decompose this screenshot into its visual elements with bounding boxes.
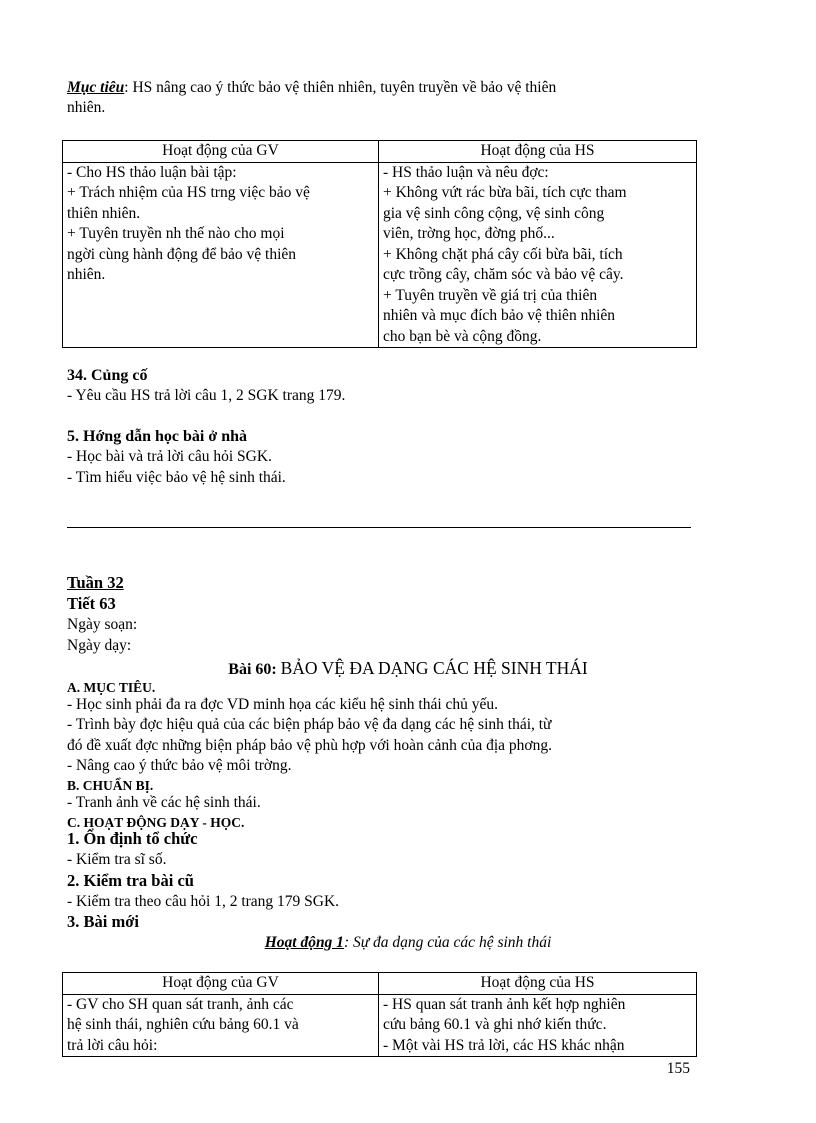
- activity-table-2: [62, 972, 697, 1057]
- cell-line: - Cho HS thảo luận bài tập:: [67, 163, 237, 181]
- section-b-heading: B. CHUẨN BỊ.: [67, 778, 154, 793]
- homework-line: - Học bài và trả lời câu hỏi SGK.: [67, 448, 272, 465]
- cell-line: cứu bảng 60.1 và ghi nhớ kiến thức.: [383, 1016, 607, 1033]
- cell-line: ngời cùng hành động để bảo vệ thiên: [67, 245, 297, 263]
- cell-line: trả lời câu hỏi:: [67, 1036, 158, 1054]
- activity-table-1: [62, 140, 697, 348]
- hs-activity-cell: [379, 994, 697, 1057]
- activity1-title-text: : Sự đa dạng của các hệ sinh thái: [343, 934, 552, 951]
- cell-line: viên, trờng học, đờng phố...: [383, 225, 555, 242]
- gv-activity-cell: [63, 162, 379, 348]
- cell-line: nhiên.: [67, 266, 106, 283]
- table-header-hs: Hoạt động của HS: [379, 973, 697, 995]
- objective-label: Mục tiêu: [67, 79, 125, 96]
- table-row: [63, 994, 697, 1057]
- cell-line: - HS quan sát tranh ảnh kết hợp nghiên: [383, 995, 626, 1013]
- activity1-title: [0, 933, 816, 953]
- step2-heading: 2. Kiểm tra bài cũ: [67, 871, 194, 890]
- cell-line: + Tuyên truyền về giá trị của thiên: [383, 286, 598, 304]
- section-b-line: - Tranh ảnh về các hệ sinh thái.: [67, 794, 261, 811]
- cell-line: thiên nhiên.: [67, 204, 141, 222]
- step1-heading: 1. Ổn định tổ chức: [67, 829, 198, 848]
- objective-text: : HS nâng cao ý thức bảo vệ thiên nhiên, tuyên truyền về bảo vệ thiên: [124, 79, 557, 96]
- cell-line: gia vệ sinh công cộng, vệ sinh công: [383, 204, 605, 222]
- section-divider: [67, 527, 691, 528]
- cell-line: + Không chặt phá cây cối bừa bãi, tích: [383, 245, 623, 263]
- step1-line: - Kiểm tra sĩ số.: [67, 851, 167, 868]
- step2-line: - Kiểm tra theo câu hỏi 1, 2 trang 179 SGK.: [67, 893, 340, 910]
- week-label: Tuần 32: [67, 573, 124, 592]
- cell-line: + Trách nhiệm của HS trng việc bảo vệ: [67, 184, 310, 201]
- section-a-line: - Nâng cao ý thức bảo vệ môi trờng.: [67, 757, 292, 774]
- activity1-label: Hoạt động 1: [264, 934, 344, 951]
- step3-heading: 3. Bài mới: [67, 912, 139, 931]
- table-header-gv: Hoạt động của GV: [63, 141, 379, 163]
- gv-activity-cell: [63, 994, 379, 1057]
- consolidation-heading: 34. Củng cố: [67, 367, 148, 384]
- cell-line: cực trồng cây, chăm sóc và bảo vệ cây.: [383, 266, 624, 283]
- homework-heading: 5. Hớng dẫn học bài ở nhà: [67, 428, 247, 445]
- lesson-title: [0, 657, 816, 681]
- cell-line: hệ sinh thái, nghiên cứu bảng 60.1 và: [67, 1016, 299, 1033]
- cell-line: + Không vứt rác bừa bãi, tích cực tham: [383, 184, 627, 201]
- lesson-title-prefix: Bài 60:: [228, 661, 277, 678]
- table-header-row: [63, 973, 697, 995]
- lesson-title-text: BẢO VỆ ĐA DẠNG CÁC HỆ SINH THÁI: [280, 658, 588, 678]
- objective-continuation: nhiên.: [67, 99, 106, 116]
- page-number: 155: [666, 1060, 690, 1077]
- objective-line: [67, 78, 556, 98]
- consolidation-line: - Yêu cầu HS trả lời câu 1, 2 SGK trang 179.: [67, 387, 346, 404]
- period-label: Tiết 63: [67, 594, 116, 613]
- table-header-gv: Hoạt động của GV: [63, 973, 379, 995]
- table-header-hs: Hoạt động của HS: [379, 141, 697, 163]
- homework-line: - Tìm hiểu việc bảo vệ hệ sinh thái.: [67, 469, 286, 486]
- cell-line: + Tuyên truyền nh thế nào cho mọi: [67, 225, 285, 242]
- table-row: [63, 162, 697, 348]
- cell-line: - GV cho SH quan sát tranh, ảnh các: [67, 995, 294, 1013]
- section-c-heading: C. HOẠT ĐỘNG DẠY - HỌC.: [67, 815, 245, 830]
- date-prepared: Ngày soạn:: [67, 616, 138, 633]
- cell-line: nhiên và mục đích bảo vệ thiên nhiên: [383, 307, 616, 324]
- section-a-line: - Trình bày đợc hiệu quả của các biện pháp bảo vệ đa dạng các hệ sinh thái, từ: [67, 716, 552, 733]
- section-a-heading: A. MỤC TIÊU.: [67, 680, 156, 695]
- cell-line: - HS thảo luận và nêu đợc:: [383, 163, 549, 181]
- table-header-row: [63, 141, 697, 163]
- date-taught: Ngày dạy:: [67, 637, 132, 654]
- section-a-line: - Học sinh phải đa ra đợc VD minh họa các kiểu hệ sinh thái chủ yếu.: [67, 696, 499, 713]
- cell-line: - Một vài HS trả lời, các HS khác nhận: [383, 1036, 625, 1054]
- hs-activity-cell: [379, 162, 697, 348]
- section-a-line: đó đề xuất đợc những biện pháp bảo vệ phù hợp với hoàn cảnh của địa phơng.: [67, 737, 552, 754]
- cell-line: cho bạn bè và cộng đồng.: [383, 327, 542, 345]
